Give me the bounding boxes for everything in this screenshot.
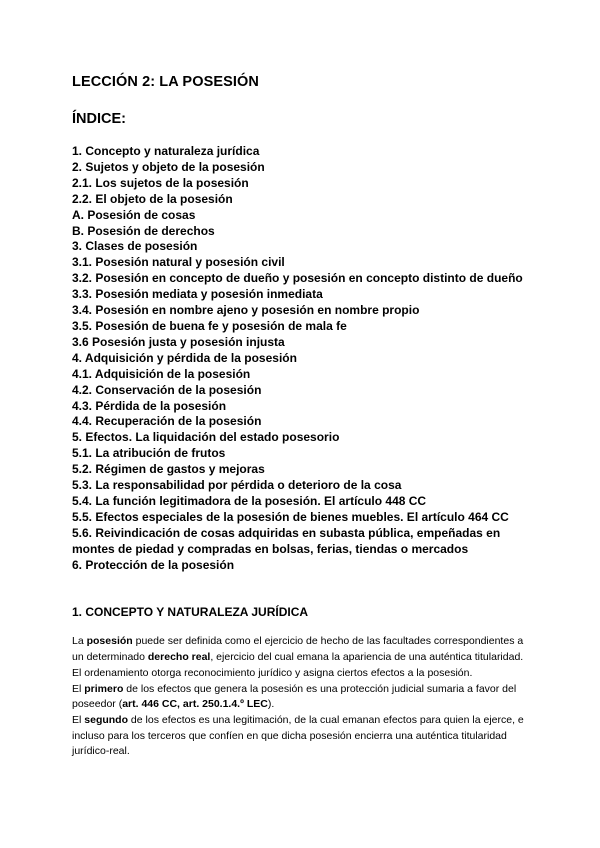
toc-item: 5. Efectos. La liquidación del estado posesorio	[72, 430, 340, 445]
toc-item: 2.2. El objeto de la posesión	[72, 191, 233, 206]
toc-item: 5.3. La responsabilidad por pérdida o deterioro de la cosa	[72, 478, 402, 493]
bold-term: derecho real	[147, 651, 211, 664]
toc-item: 3.5. Posesión de buena fe y posesión de mala fe	[72, 318, 347, 333]
toc-item: 2.1. Los sujetos de la posesión	[72, 175, 249, 190]
toc-item: 5.2. Régimen de gastos y mejoras	[72, 462, 265, 477]
toc-item: 3.6 Posesión justa y posesión injusta	[72, 334, 285, 349]
toc-item: 5.6. Reivindicación de cosas adquiridas en subasta pública, empeñadas en montes de piedad y compradas en bolsas, ferias, tiendas o mercados	[72, 525, 501, 556]
toc-item: 4. Adquisición y pérdida de la posesión	[72, 350, 297, 365]
toc-item: 6. Protección de la posesión	[72, 557, 235, 572]
toc-item: 5.4. La función legitimadora de la posesión. El artículo 448 CC	[72, 493, 427, 508]
toc-item: 4.2. Conservación de la posesión	[72, 382, 262, 397]
document-title: LECCIÓN 2: LA POSESIÓN	[72, 74, 259, 90]
toc-item: 1. Concepto y naturaleza jurídica	[72, 144, 260, 158]
text-run: ).	[267, 698, 275, 711]
table-of-contents	[72, 144, 542, 573]
bold-reference: art. 446 CC, art. 250.1.4.º LEC	[122, 698, 268, 711]
toc-item: 4.3. Pérdida de la posesión	[72, 398, 227, 413]
bold-term: posesión	[86, 635, 133, 648]
bold-term: primero	[84, 682, 124, 695]
text-run: , ejercicio del cual emana la apariencia de una auténtica titularidad. El ordenamiento otorga reconocimiento jurídico y asigna ciertos efectos a la posesión.	[72, 651, 524, 679]
toc-item: 4.1. Adquisición de la posesión	[72, 366, 251, 381]
bold-term: segundo	[84, 713, 129, 726]
text-run: El	[72, 713, 85, 726]
toc-item: 3.3. Posesión mediata y posesión inmediata	[72, 287, 323, 302]
toc-item: 5.5. Efectos especiales de la posesión de bienes muebles. El artículo 464 CC	[72, 509, 509, 524]
toc-item: 4.4. Recuperación de la posesión	[72, 414, 262, 429]
text-run: El	[72, 682, 85, 695]
paragraph-first-effect	[72, 682, 530, 713]
section-body	[72, 634, 530, 760]
toc-item: B. Posesión de derechos	[72, 223, 215, 238]
paragraph-second-effect	[72, 713, 530, 760]
section-heading: 1. CONCEPTO Y NATURALEZA JURÍDICA	[72, 605, 309, 620]
toc-item: 3.2. Posesión en concepto de dueño y posesión en concepto distinto de dueño	[72, 271, 523, 286]
toc-item: 2. Sujetos y objeto de la posesión	[72, 159, 265, 174]
toc-item: A. Posesión de cosas	[72, 207, 196, 222]
paragraph-definition	[72, 634, 530, 681]
toc-item: 3.1. Posesión natural y posesión civil	[72, 255, 285, 270]
text-run: La	[72, 635, 87, 648]
toc-item: 3. Clases de posesión	[72, 239, 198, 254]
toc-item: 5.1. La atribución de frutos	[72, 446, 226, 461]
text-run: de los efectos es una legitimación, de la cual emanan efectos para quien la ejerce, e incluso para los terceros que confíen en que dicha posesión encierra una auténtica titularidad jurídico-real.	[72, 713, 524, 758]
text-run: puede ser definida como el ejercicio de hecho de las facultades correspondientes a un determinado	[72, 635, 524, 664]
toc-item: 3.4. Posesión en nombre ajeno y posesión en nombre propio	[72, 303, 420, 318]
text-run: de los efectos que genera la posesión es una protección judicial sumaria a favor del poseedor (	[72, 682, 517, 711]
index-heading: ÍNDICE:	[72, 111, 126, 127]
document-page	[72, 72, 542, 760]
